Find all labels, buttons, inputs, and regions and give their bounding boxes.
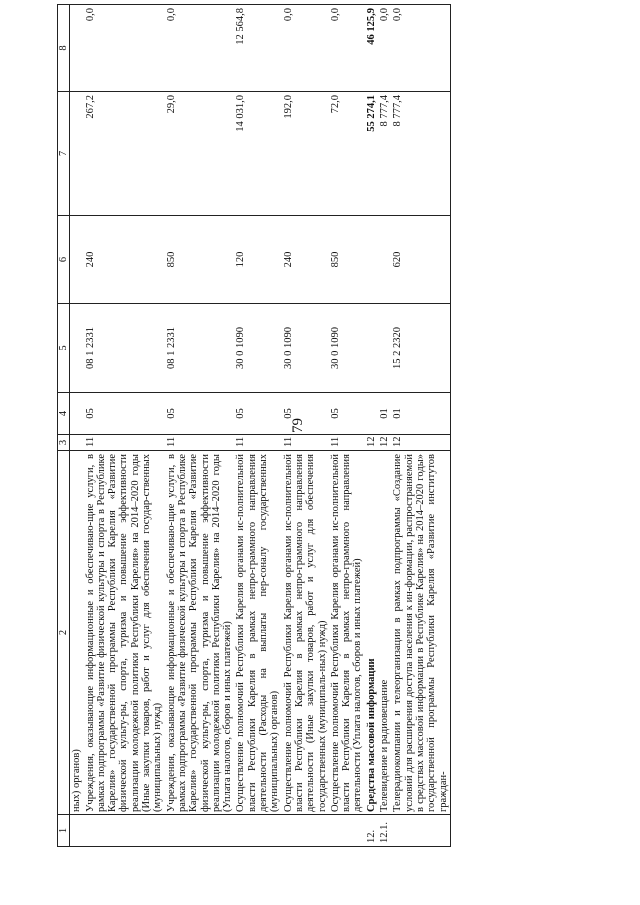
table-row	[234, 5, 281, 847]
expense-type-code: 240	[282, 216, 329, 304]
amount-2015: 8 777,4	[391, 92, 450, 216]
row-number	[329, 815, 365, 847]
row-number: 12.1.	[378, 815, 391, 847]
section-code: 11	[234, 435, 281, 451]
amount-2015: 29,0	[165, 92, 235, 216]
amount-2016: 0,0	[84, 5, 165, 92]
section-code	[70, 435, 84, 451]
target-article-code: 15 2 2320	[391, 304, 450, 393]
row-description: Учреждения, оказывающие информационные и обеспечиваю-щие услуги, в рамках подпрограммы «Развитие физической культуры и спорта в Республике Карелия» государственной программы Республики Карелия «Развитие физической культу-ры, спорта, туризма и повышение эффективности реализации молодежной политики Республики Карелия» на 2014–2020 годы (Иные закупки товаров, работ и услуг для обеспечения государ-ственных (муниципальных) нужд)	[84, 451, 165, 815]
target-article-code: 30 0 1090	[329, 304, 365, 393]
row-number: 12.	[365, 815, 378, 847]
subsection-code: 01	[391, 393, 450, 435]
budget-table-rotated	[57, 5, 610, 847]
column-header: 8	[58, 5, 70, 92]
target-article-code: 08 1 2331	[165, 304, 235, 393]
amount-2016: 0,0	[165, 5, 235, 92]
target-article-code: 08 1 2331	[84, 304, 165, 393]
row-description: Средства массовой информации	[365, 451, 378, 815]
row-description: Телевидение и радиовещание	[378, 451, 391, 815]
amount-2015: 192,0	[282, 92, 329, 216]
row-description: ных) органов)	[70, 451, 84, 815]
column-header: 4	[58, 393, 70, 435]
target-article-code	[365, 304, 378, 393]
row-description: Осуществление полномочий Республики Карелия органами ис-полнительной власти Республики Карелия в рамках непро-граммного направления деятельности (Уплата налогов, сборов и иных платежей)	[329, 451, 365, 815]
expense-type-code: 850	[165, 216, 235, 304]
expense-type-code: 850	[329, 216, 365, 304]
section-code: 12	[378, 435, 391, 451]
column-header: 1	[58, 815, 70, 847]
amount-2016: 12 564,8	[234, 5, 281, 92]
row-number	[84, 815, 165, 847]
target-article-code: 30 0 1090	[282, 304, 329, 393]
table-row	[282, 5, 329, 847]
row-number	[234, 815, 281, 847]
column-number-row	[58, 5, 70, 847]
amount-2015: 55 274,1	[365, 92, 378, 216]
expense-type-code	[378, 216, 391, 304]
subsection-code: 01	[378, 393, 391, 435]
section-code: 11	[282, 435, 329, 451]
column-header: 6	[58, 216, 70, 304]
amount-2015: 72,0	[329, 92, 365, 216]
row-description: Учреждения, оказывающие информационные и обеспечиваю-щие услуги, в рамках подпрограммы «Развитие физической культуры и спорта в Республике Карелия» государственной программы Республики Карелия «Развитие физической культу-ры, спорта, туризма и повышение эффективности реализации молодежной политики Республики Карелия» на 2014–2020 годы (Уплата налогов, сборов и иных платежей)	[165, 451, 235, 815]
amount-2015: 8 777,4	[378, 92, 391, 216]
row-number	[282, 815, 329, 847]
subsection-code: 05	[84, 393, 165, 435]
page-number: 79	[290, 418, 306, 433]
section-code: 11	[329, 435, 365, 451]
row-number	[70, 815, 84, 847]
section-code: 12	[391, 435, 450, 451]
amount-2016: 46 125,9	[365, 5, 378, 92]
amount-2016: 0,0	[391, 5, 450, 92]
subsection-code	[365, 393, 378, 435]
subsection-code	[70, 393, 84, 435]
table-row	[378, 5, 391, 847]
expense-type-code: 240	[84, 216, 165, 304]
subsection-code: 05	[282, 393, 329, 435]
section-code: 11	[165, 435, 235, 451]
expense-type-code	[365, 216, 378, 304]
budget-table	[57, 4, 451, 847]
table-row	[391, 5, 450, 847]
row-description: Осуществление полномочий Республики Карелия органами ис-полнительной власти Республики Карелия в рамках непро-граммного направления деятельности (Расходы на выплаты пер-соналу государственных (муниципальных) органов)	[234, 451, 281, 815]
expense-type-code: 120	[234, 216, 281, 304]
row-description: Осуществление полномочий Республики Карелия органами ис-полнительной власти Республики Карелия в рамках непро-граммного направления деятельности (Иные закупки товаров, работ и услуг для обеспечения государственных (муниципаль-ных) нужд)	[282, 451, 329, 815]
expense-type-code	[70, 216, 84, 304]
section-code: 11	[84, 435, 165, 451]
amount-2015: 267,2	[84, 92, 165, 216]
subsection-code: 05	[165, 393, 235, 435]
table-row	[329, 5, 365, 847]
amount-2016: 0,0	[282, 5, 329, 92]
expense-type-code: 620	[391, 216, 450, 304]
amount-2016: 0,0	[329, 5, 365, 92]
row-description: Телерадиокомпании и телеорганизации в рамках подпрограммы «Создание условий для расширения доступа населения к ин-формации, распространяемой в средствах массовой информации в Республике Карелия» на 2014–2020 годы» государственной программы Республики Карелия «Развитие институтов граждан-	[391, 451, 450, 815]
amount-2015	[70, 92, 84, 216]
row-number	[165, 815, 235, 847]
section-code: 12	[365, 435, 378, 451]
amount-2016	[70, 5, 84, 92]
column-header: 3	[58, 435, 70, 451]
column-header: 2	[58, 451, 70, 815]
table-row	[84, 5, 165, 847]
subsection-code: 05	[234, 393, 281, 435]
row-number	[391, 815, 450, 847]
table-row	[165, 5, 235, 847]
target-article-code	[70, 304, 84, 393]
subsection-code: 05	[329, 393, 365, 435]
column-header: 5	[58, 304, 70, 393]
amount-2016: 0,0	[378, 5, 391, 92]
table-row	[365, 5, 378, 847]
table-row	[70, 5, 84, 847]
amount-2015: 14 031,0	[234, 92, 281, 216]
target-article-code	[378, 304, 391, 393]
column-header: 7	[58, 92, 70, 216]
target-article-code: 30 0 1090	[234, 304, 281, 393]
